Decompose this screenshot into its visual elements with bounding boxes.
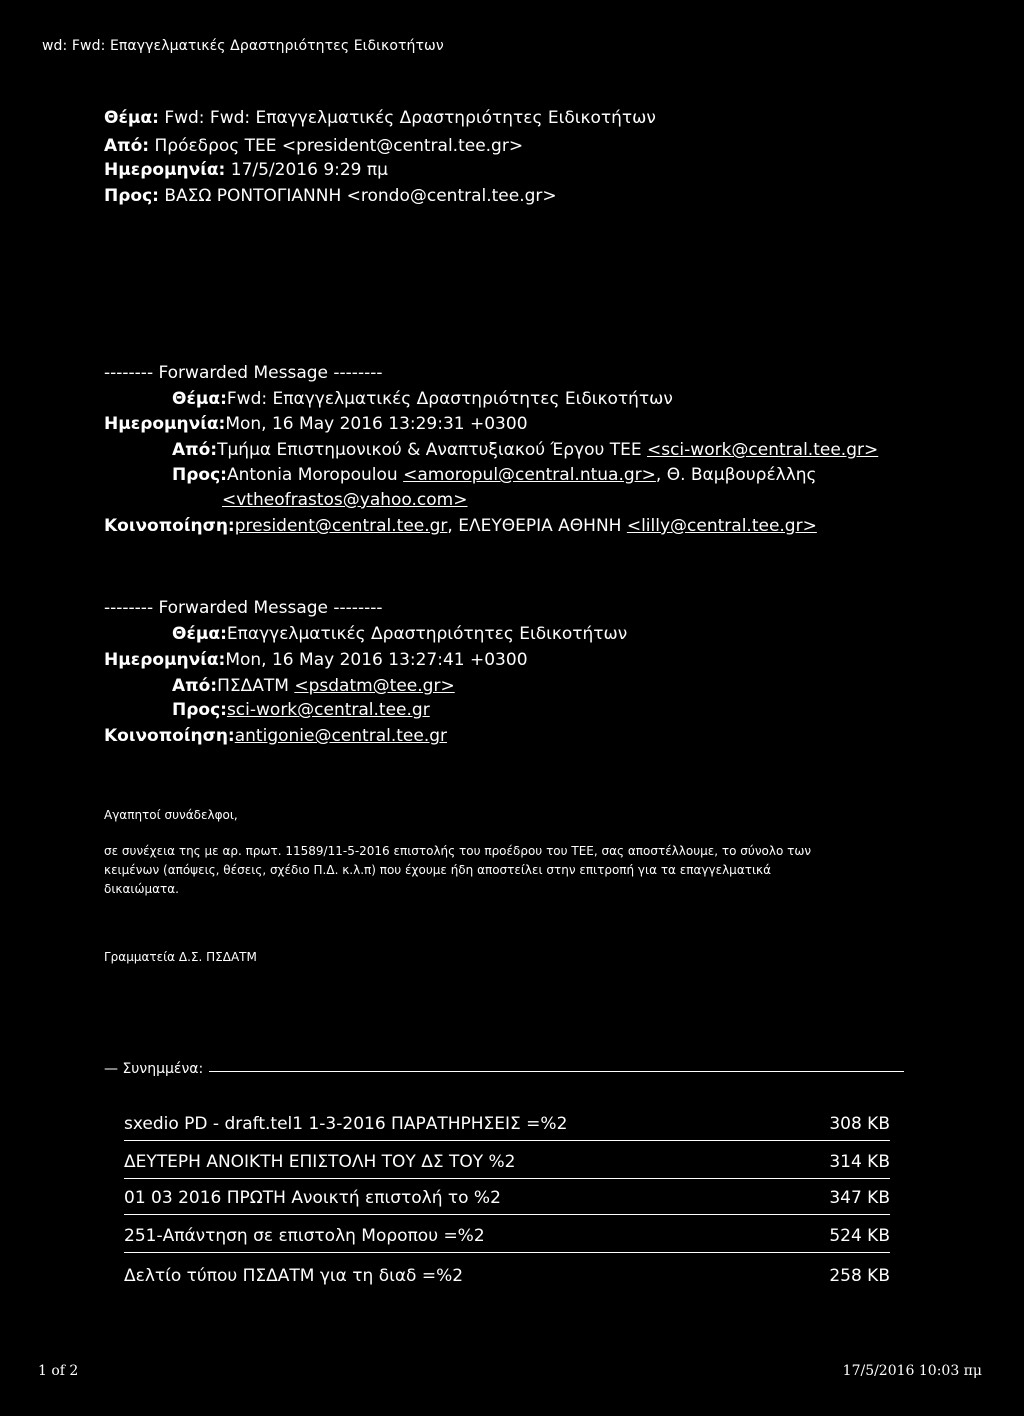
forward1-subject-row [172, 389, 673, 409]
forward2-cc-email-link[interactable]: antigonie@central.tee.gr [234, 726, 448, 746]
attachments-label: — Συνημμένα: [104, 1061, 209, 1077]
attachment-name[interactable]: ΔΕΥΤΕΡΗ ΑΝΟΙΚΤΗ ΕΠΙΣΤΟΛΗ ΤΟΥ ΔΣ ΤΟΥ %2 [124, 1152, 516, 1172]
window-title: wd: Fwd: Επαγγελματικές Δραστηριότητες Ειδικοτήτων [42, 38, 444, 54]
subject-row [104, 108, 656, 128]
forward1-cc-email-link[interactable]: president@central.tee.gr [234, 516, 448, 536]
forward1-to-name: Antonia Moropoulou [226, 465, 404, 485]
from-label: Από: [104, 136, 150, 156]
print-timestamp: 17/5/2016 10:03 πμ [842, 1363, 982, 1379]
attachment-separator [124, 1178, 890, 1179]
attachment-size: 258 KB [829, 1266, 890, 1286]
forward1-cc-sep: , ΕΛΕΥΘΕΡΙΑ ΑΘΗΝΗ [447, 516, 627, 536]
subject-label: Θέμα: [104, 108, 159, 128]
to-row [104, 186, 557, 206]
from-row [104, 136, 523, 156]
forward1-from-email-link[interactable]: <sci-work@central.tee.gr> [646, 440, 879, 460]
attachment-separator [124, 1214, 890, 1215]
forward2-from-label: Από: [172, 676, 218, 696]
forward1-to-sep: , Θ. Βαμβουρέλλης [655, 465, 817, 485]
forward2-to-row [172, 700, 430, 720]
from-value: Πρόεδρος ΤΕΕ <president@central.tee.gr> [154, 136, 524, 156]
forward2-from-email-link[interactable]: <psdatm@tee.gr> [294, 676, 455, 696]
body-line-2: κειμένων (απόψεις, θέσεις, σχέδιο Π.Δ. κ.λ.π) που έχουμε ήδη αποστείλει στην επιτροπή για τα επαγγελματικά [104, 863, 771, 877]
forward1-subject: Fwd: Επαγγελματικές Δραστηριότητες Ειδικοτήτων [226, 389, 673, 409]
forward1-date: Mon, 16 May 2016 13:29:31 +0300 [225, 414, 528, 434]
forward1-date-label: Ημερομηνία: [104, 414, 226, 434]
forward1-to-label: Προς: [172, 465, 227, 485]
forward1-date-row [104, 414, 528, 434]
to-label: Προς: [104, 186, 159, 206]
forward2-date-row [104, 650, 528, 670]
date-label: Ημερομηνία: [104, 160, 226, 180]
forward1-to-email-link[interactable]: <amoropul@central.ntua.gr> [403, 465, 656, 485]
body-greeting: Αγαπητοί συνάδελφοι, [104, 808, 238, 822]
attachment-name[interactable]: 251-Απάντηση σε επιστολη Μοροπου =%2 [124, 1226, 485, 1246]
forward1-to-row [172, 465, 817, 485]
forward2-banner: -------- Forwarded Message -------- [104, 598, 383, 618]
forward1-subject-label: Θέμα: [172, 389, 227, 409]
attachment-size: 524 KB [829, 1226, 890, 1246]
attachments-divider [104, 1071, 904, 1072]
body-signature: Γραμματεία Δ.Σ. ΠΣΔΑΤΜ [104, 950, 257, 964]
attachment-size: 314 KB [829, 1152, 890, 1172]
date-value: 17/5/2016 9:29 πμ [230, 160, 388, 180]
forward2-subject-label: Θέμα: [172, 624, 227, 644]
forward2-date: Mon, 16 May 2016 13:27:41 +0300 [225, 650, 528, 670]
forward2-subject: Επαγγελματικές Δραστηριότητες Ειδικοτήτων [226, 624, 628, 644]
attachment-size: 308 KB [829, 1114, 890, 1134]
attachment-size: 347 KB [829, 1188, 890, 1208]
body-line-3: δικαιώματα. [104, 882, 179, 896]
attachment-name[interactable]: 01 03 2016 ΠΡΩΤΗ Ανοικτή επιστολή το %2 [124, 1188, 501, 1208]
attachment-name[interactable]: sxedio PD - draft.tel1 1-3-2016 ΠΑΡΑΤΗΡΗΣΕΙΣ =%2 [124, 1114, 568, 1134]
attachment-separator [124, 1140, 890, 1141]
forward1-from-name: Τμήμα Επιστημονικού & Αναπτυξιακού Έργου ΤΕΕ [217, 440, 647, 460]
forward2-from-row [172, 676, 455, 696]
to-value: ΒΑΣΩ ΡΟΝΤΟΓΙΑΝΝΗ <rondo@central.tee.gr> [164, 186, 557, 206]
forward2-to-label: Προς: [172, 700, 227, 720]
forward2-cc-label: Κοινοποίηση: [104, 726, 235, 746]
forward1-cc-email2-link[interactable]: <lilly@central.tee.gr> [626, 516, 817, 536]
forward1-cc-row [104, 516, 817, 536]
forward1-banner: -------- Forwarded Message -------- [104, 363, 383, 383]
forward2-date-label: Ημερομηνία: [104, 650, 226, 670]
forward2-subject-row [172, 624, 627, 644]
forward1-from-label: Από: [172, 440, 218, 460]
page-number: 1 of 2 [38, 1363, 79, 1379]
forward1-from-row [172, 440, 878, 460]
forward2-to-email-link[interactable]: sci-work@central.tee.gr [226, 700, 430, 720]
forward1-to-email2-link[interactable]: <vtheofrastos@yahoo.com> [222, 490, 468, 510]
attachment-separator [124, 1252, 890, 1253]
forward2-from-name: ΠΣΔΑΤΜ [217, 676, 295, 696]
date-row [104, 160, 388, 180]
forward1-cc-label: Κοινοποίηση: [104, 516, 235, 536]
attachment-name[interactable]: Δελτίο τύπου ΠΣΔΑΤΜ για τη διαδ =%2 [124, 1266, 464, 1286]
body-line-1: σε συνέχεια της με αρ. πρωτ. 11589/11-5-2016 επιστολής του προέδρου του ΤΕΕ, σας αποστέλλουμε, το σύνολο των [104, 844, 812, 858]
subject-value: Fwd: Fwd: Επαγγελματικές Δραστηριότητες Ειδικοτήτων [164, 108, 656, 128]
forward2-cc-row [104, 726, 447, 746]
